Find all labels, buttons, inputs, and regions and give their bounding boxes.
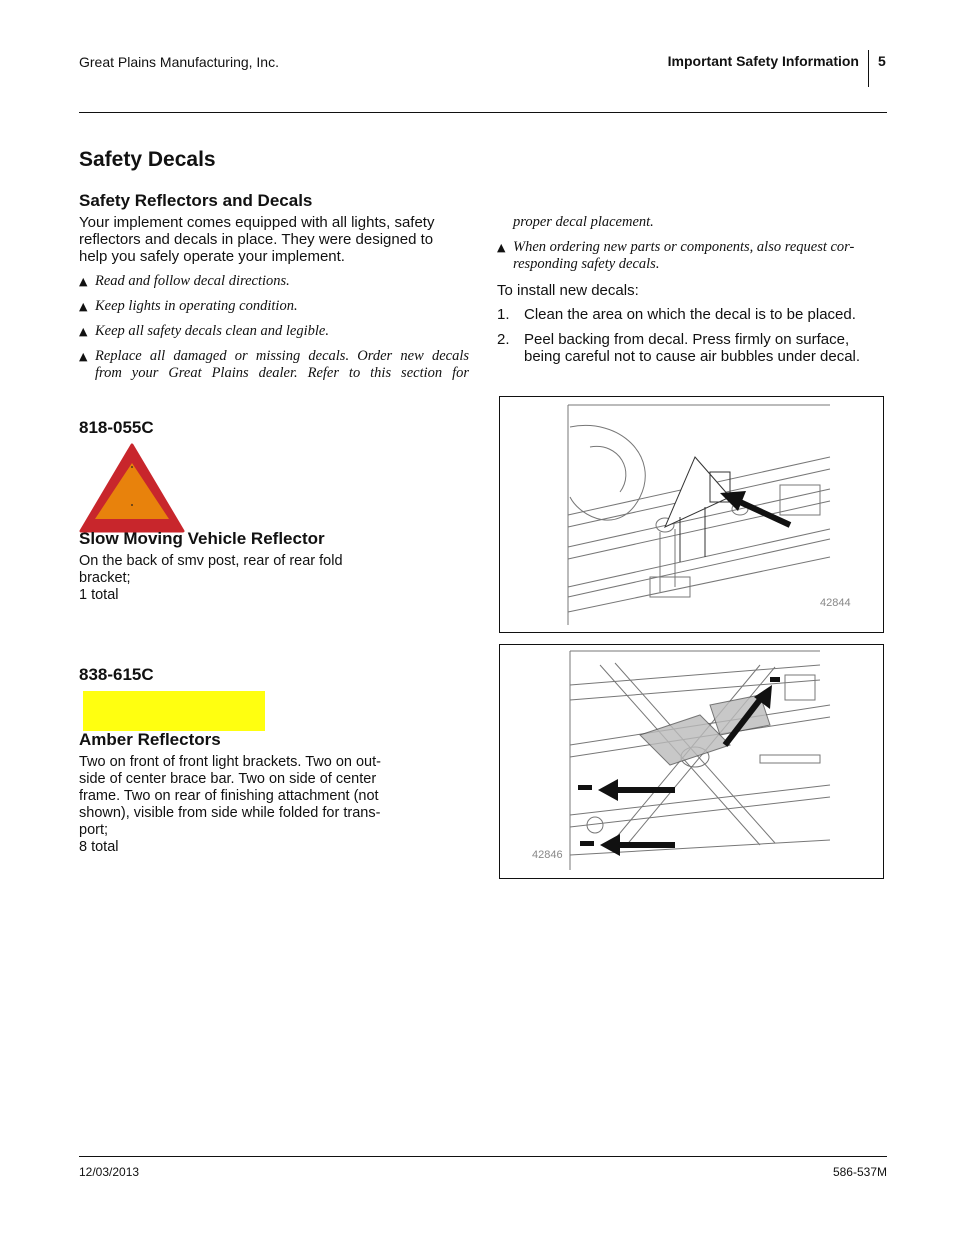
- bullet-item: [79, 273, 479, 290]
- decal-description: [79, 553, 409, 604]
- figure-number: 42844: [820, 597, 851, 609]
- triangle-bullet-icon: ▲: [497, 241, 506, 254]
- machine-drawing-center: [500, 645, 883, 878]
- decal-description: [79, 754, 409, 856]
- install-intro: To install new decals:: [497, 282, 639, 299]
- bullet-text: Read and follow decal directions.: [95, 273, 290, 289]
- step-number: 2.: [497, 331, 510, 348]
- desc-line: 1 total: [79, 587, 119, 603]
- bullet-text-line: proper decal placement.: [513, 214, 654, 230]
- desc-line: port;: [79, 822, 109, 838]
- bullet-text-line: Replace all damaged or missing decals. Order new decals: [95, 348, 469, 364]
- amber-reflector-swatch: [83, 691, 265, 731]
- decal-name: Amber Reflectors: [79, 730, 221, 749]
- bullet-item: [79, 323, 479, 340]
- bullet-text-line: responding safety decals.: [513, 256, 660, 272]
- decal-part-number: 818-055C: [79, 418, 154, 437]
- triangle-bullet-icon: ▲: [79, 350, 88, 363]
- intro-paragraph: [79, 214, 469, 265]
- bullet-item: [79, 298, 479, 315]
- step-text: Clean the area on which the decal is to be placed.: [524, 306, 856, 323]
- figure-smv-location: [499, 396, 884, 633]
- subsection-title: Safety Reflectors and Decals: [79, 191, 313, 210]
- bullet-item: [497, 239, 513, 256]
- step-text-line: being careful not to cause air bubbles under decal.: [524, 348, 861, 365]
- desc-line: 8 total: [79, 839, 119, 855]
- footer-rule: [79, 1156, 887, 1157]
- desc-line: side of center brace bar. Two on side of center: [79, 771, 377, 787]
- decal-name: Slow Moving Vehicle Reflector: [79, 529, 325, 548]
- header-divider: [868, 50, 869, 87]
- footer-date: 12/03/2013: [79, 1165, 140, 1179]
- step-text-line: Peel backing from decal. Press firmly on surface,: [524, 331, 850, 348]
- header-rule: [79, 112, 887, 113]
- page-number: 5: [878, 53, 886, 69]
- triangle-bullet-icon: ▲: [79, 300, 88, 313]
- decal-part-number: 838-615C: [79, 665, 154, 684]
- desc-line: shown), visible from side while folded for trans-: [79, 805, 381, 821]
- header-company: Great Plains Manufacturing, Inc.: [79, 54, 279, 70]
- figure-amber-location: [499, 644, 884, 879]
- page-title: Safety Decals: [79, 148, 216, 171]
- bullet-text-line: from your Great Plains dealer. Refer to this section for: [95, 365, 469, 381]
- intro-line: Your implement comes equipped with all lights, safety: [79, 214, 435, 231]
- bullet-text-line: When ordering new parts or components, also request cor-: [513, 239, 855, 255]
- smv-reflector-icon: [79, 443, 185, 533]
- desc-line: On the back of smv post, rear of rear fold: [79, 553, 343, 569]
- step-text: [524, 331, 886, 365]
- bullet-text: Keep all safety decals clean and legible.: [95, 323, 329, 339]
- footer-doc-number: 586-537M: [832, 1165, 887, 1179]
- triangle-bullet-icon: ▲: [79, 325, 88, 338]
- intro-line: help you safely operate your implement.: [79, 248, 345, 265]
- bullet-item: [79, 348, 95, 365]
- triangle-bullet-icon: ▲: [79, 275, 88, 288]
- desc-line: frame. Two on rear of finishing attachment (not: [79, 788, 379, 804]
- arrow-icon: [598, 779, 675, 801]
- header-section: Important Safety Information: [667, 53, 859, 69]
- bullet-text: Keep lights in operating condition.: [95, 298, 298, 314]
- desc-line: Two on front of front light brackets. Two on out-: [79, 754, 381, 770]
- intro-line: reflectors and decals in place. They were designed to: [79, 231, 434, 248]
- figure-number: 42846: [532, 849, 563, 861]
- desc-line: bracket;: [79, 570, 131, 586]
- step-number: 1.: [497, 306, 510, 323]
